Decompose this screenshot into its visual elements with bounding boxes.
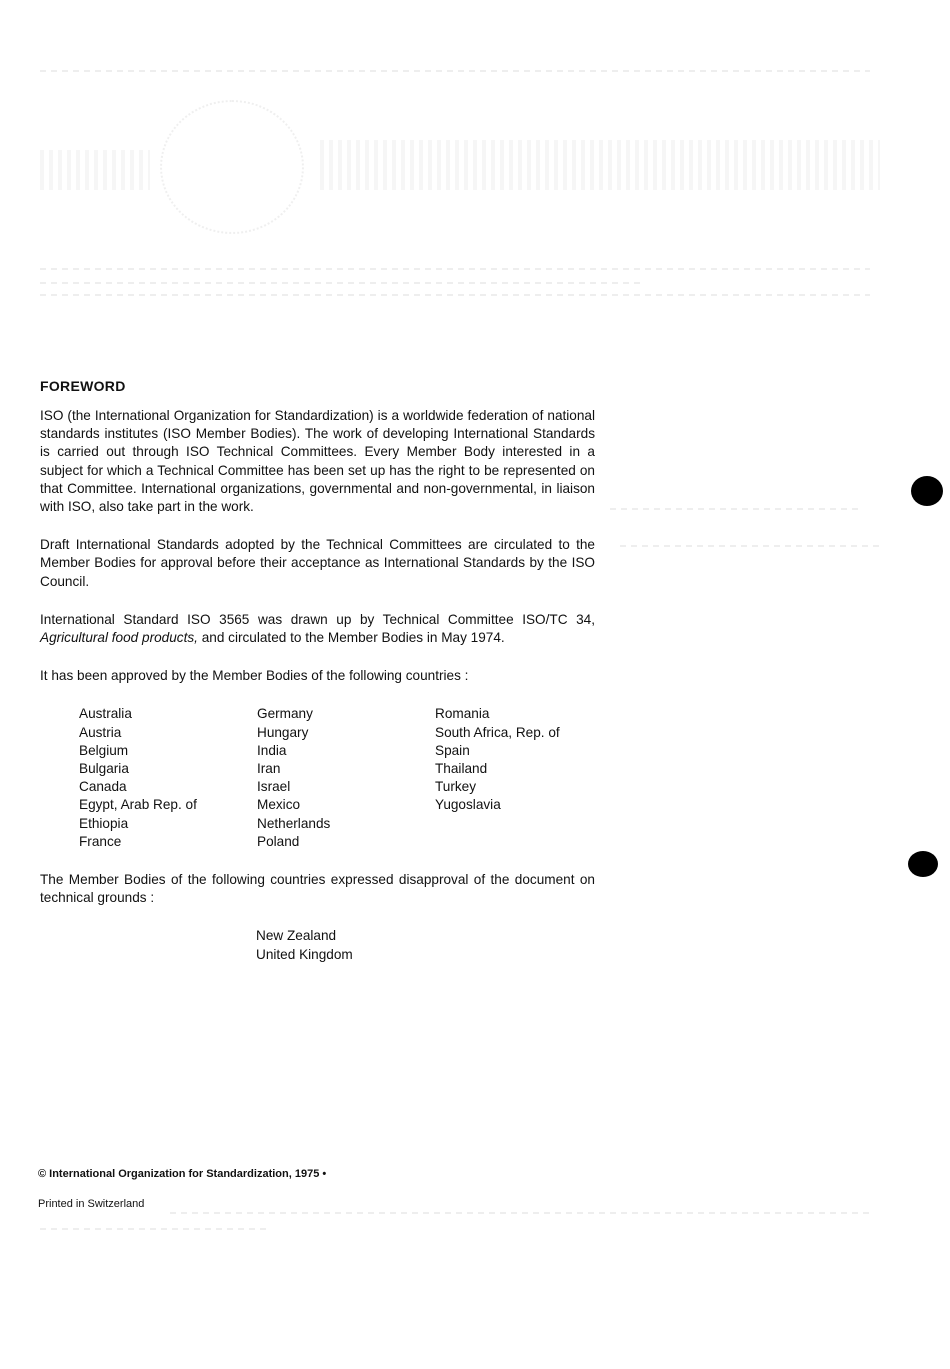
copyright-notice: © International Organization for Standardization, 1975 • xyxy=(38,1168,327,1180)
disapproval-intro: The Member Bodies of the following countries expressed disapproval of the document on technical grounds : xyxy=(40,872,595,906)
country-item: Australia xyxy=(79,706,132,722)
country-column xyxy=(435,705,613,851)
committee-name: Agricultural food products, xyxy=(40,630,198,646)
country-item: New Zealand xyxy=(256,928,337,944)
show-through-title xyxy=(320,140,880,190)
country-item: Hungary xyxy=(257,724,309,740)
country-item: South Africa, Rep. of xyxy=(435,724,560,740)
country-column xyxy=(257,705,435,851)
country-item: Yugoslavia xyxy=(435,797,501,813)
punch-hole-icon xyxy=(911,476,943,506)
show-through-line xyxy=(40,1228,270,1230)
approving-countries-list xyxy=(79,705,595,851)
show-through-title xyxy=(40,150,150,190)
show-through-line xyxy=(40,282,640,284)
country-item: Netherlands xyxy=(257,815,331,831)
country-item: France xyxy=(79,833,122,849)
country-item: Mexico xyxy=(257,797,301,813)
country-item: Bulgaria xyxy=(79,761,129,777)
show-through-line xyxy=(40,294,870,296)
country-item: Austria xyxy=(79,724,122,740)
show-through-line xyxy=(610,508,860,510)
disapproving-countries-list xyxy=(256,927,595,963)
country-item: Egypt, Arab Rep. of xyxy=(79,797,197,813)
country-item: India xyxy=(257,742,287,758)
country-item: Turkey xyxy=(435,779,477,795)
country-column xyxy=(79,705,257,851)
standard-origin-paragraph xyxy=(40,611,595,647)
iso-description-paragraph: ISO (the International Organization for Standardization) is a worldwide federation of national standards institutes (ISO Member Bodies). The work of developing International Standards is carried out through ISO Technical Committees. Every Member Body interested in a subject for which a Technical Committee has been set up has the right to be represented on that Committee. International organizations, governmental and non-governmental, in liaison with ISO, also take part in the work. xyxy=(40,408,595,515)
approval-intro: It has been approved by the Member Bodies of the following countries : xyxy=(40,668,469,684)
country-item: Belgium xyxy=(79,742,129,758)
country-item: Poland xyxy=(257,833,300,849)
country-item: Thailand xyxy=(435,761,488,777)
country-item: Iran xyxy=(257,761,281,777)
country-item: Spain xyxy=(435,742,470,758)
draft-standards-paragraph: Draft International Standards adopted by the Technical Committees are circulated to the Member Bodies for approval before their acceptance as International Standards by the ISO Council. xyxy=(40,537,595,589)
show-through-line xyxy=(40,70,870,72)
country-item: Germany xyxy=(257,706,313,722)
show-through-line xyxy=(40,268,870,270)
standard-origin-text-end: and circulated to the Member Bodies in May 1974. xyxy=(197,630,505,646)
country-item: Israel xyxy=(257,779,291,795)
foreword-section xyxy=(40,378,595,964)
country-item: Romania xyxy=(435,706,490,722)
country-item: United Kingdom xyxy=(256,946,353,962)
show-through-seal xyxy=(160,100,304,234)
country-item: Ethiopia xyxy=(79,815,129,831)
foreword-heading: FOREWORD xyxy=(40,378,126,394)
show-through-line xyxy=(620,545,880,547)
country-item: Canada xyxy=(79,779,127,795)
show-through-line xyxy=(170,1212,870,1214)
punch-hole-icon xyxy=(908,851,938,877)
printed-location: Printed in Switzerland xyxy=(38,1198,145,1210)
standard-origin-text: International Standard ISO 3565 was drawn up by Technical Committee ISO/TC 34, xyxy=(40,611,595,627)
